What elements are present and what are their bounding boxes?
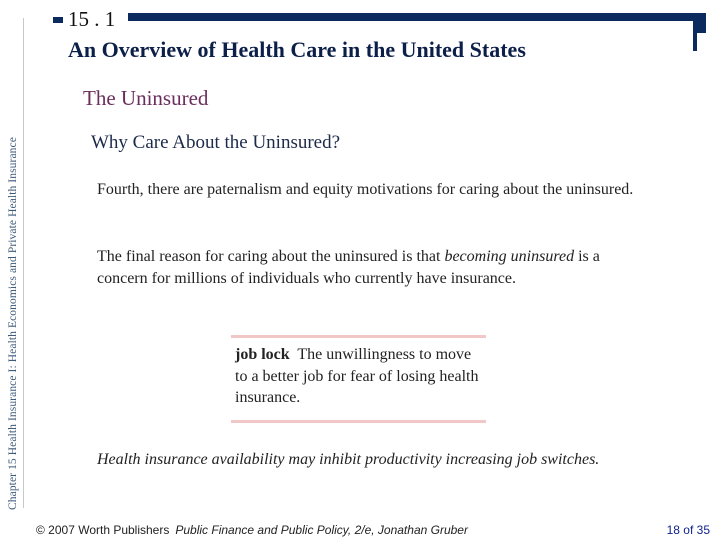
definition-term: job lock <box>235 346 290 363</box>
paragraph-final-reason-rest: is a concern for millions of individuals who currently have insurance. <box>97 248 600 287</box>
chapter-side-caption: Chapter 15 Health Insurance I: Health Economics and Private Health Insurance <box>7 137 19 510</box>
slide-subtitle: The Uninsured <box>83 86 209 110</box>
slide-title: An Overview of Health Care in the United States <box>68 37 526 62</box>
paragraph-final-reason <box>97 246 637 290</box>
definition-text <box>235 344 480 409</box>
section-heading: Why Care About the Uninsured? <box>91 132 341 153</box>
paragraph-productivity: Health insurance availability may inhibit productivity increasing job switches. <box>97 451 600 468</box>
header-bar-corner-tab <box>697 13 706 33</box>
footer-book: Public Finance and Public Policy, 2/e, Jonathan Gruber <box>175 523 468 537</box>
paragraph-final-reason-text: The final reason for caring about the uninsured is that <box>97 248 445 265</box>
header-bar <box>128 13 706 21</box>
header-bar-left <box>53 17 63 23</box>
side-rule <box>23 18 24 508</box>
paragraph-final-reason-emphasis: becoming uninsured <box>444 248 575 265</box>
section-number: 15 . 1 <box>68 7 116 31</box>
paragraph-paternalism: Fourth, there are paternalism and equity motivations for caring about the uninsured. <box>97 181 634 198</box>
page-number: 18 of 35 <box>666 523 710 537</box>
footer <box>36 521 468 539</box>
definition-body: The unwillingness to move to a better job for fear of losing health insurance. <box>235 346 479 406</box>
footer-copyright: © 2007 Worth Publishers <box>36 523 170 537</box>
